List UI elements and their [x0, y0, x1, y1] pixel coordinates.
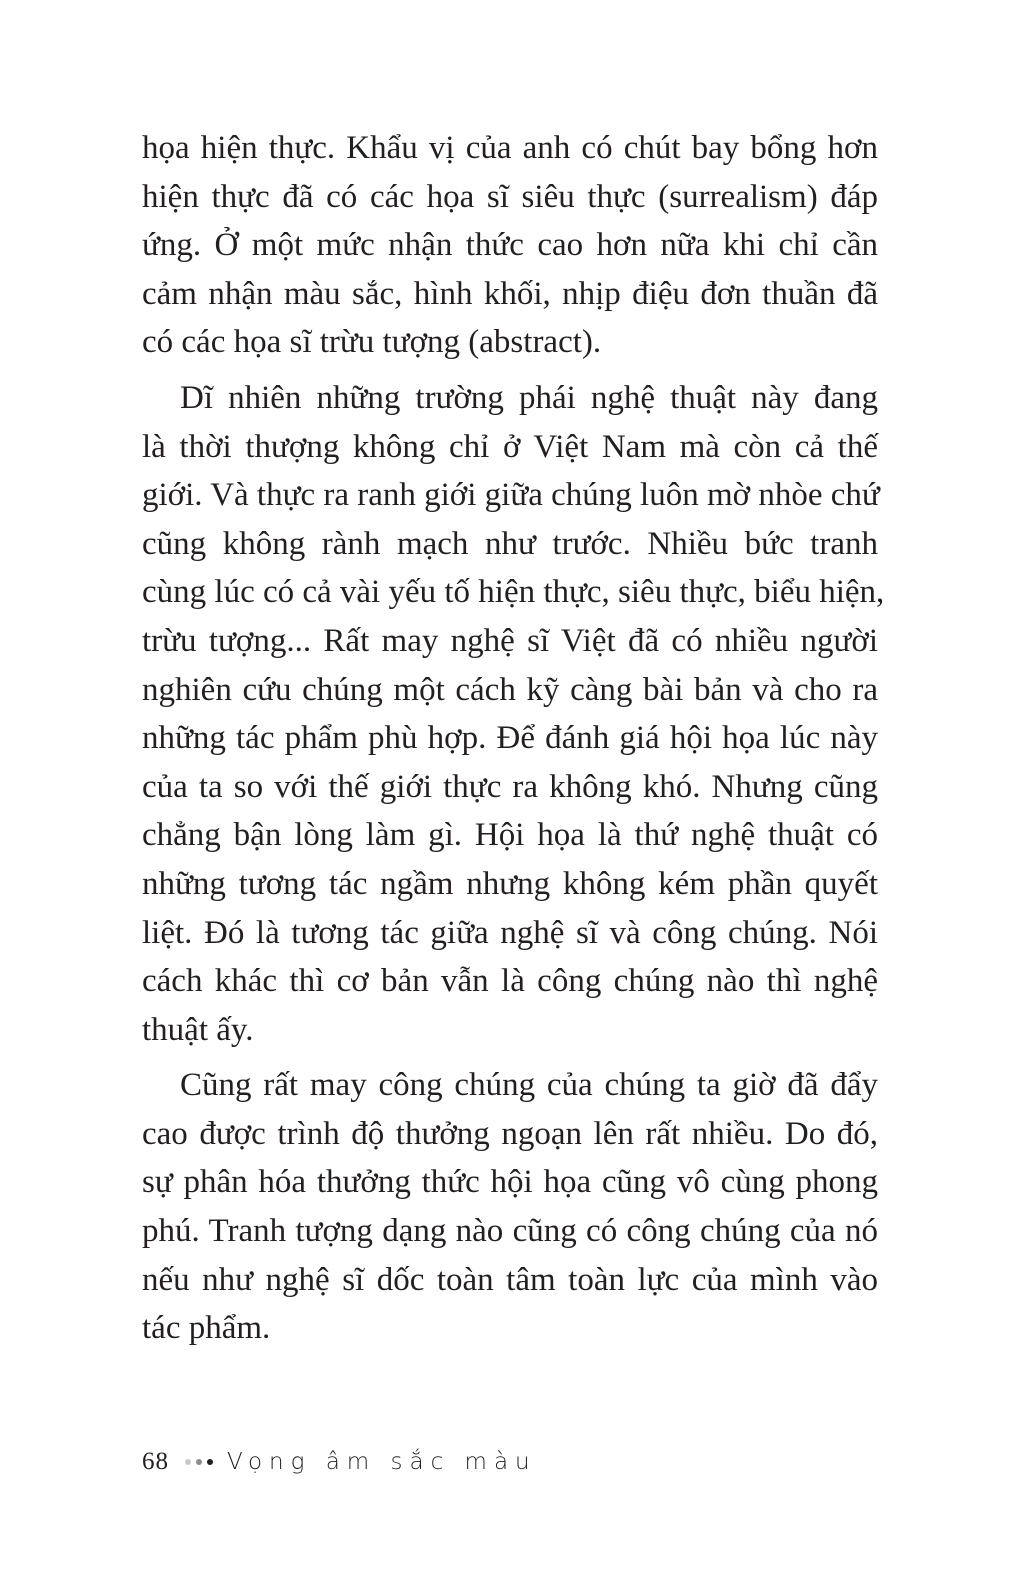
text-line: nghiên cứu chúng một cách kỹ càng bài bản và cho ra — [142, 671, 878, 708]
dot-icon — [196, 1459, 202, 1465]
text-line: Dĩ nhiên những trường phái nghệ thuật này đang — [180, 379, 878, 416]
text-line: nếu như nghệ sĩ dốc toàn tâm toàn lực của mình vào — [142, 1261, 878, 1298]
text-line: cùng lúc có cả vài yếu tố hiện thực, siêu thực, biểu hiện, — [142, 574, 885, 611]
body-text — [142, 124, 885, 1353]
text-line: thuật ấy. — [142, 1011, 254, 1048]
page-number: 68 — [142, 1448, 169, 1475]
paragraph-2 — [142, 374, 885, 1054]
text-line: cao được trình độ thưởng ngoạn lên rất nhiều. Do đó, — [142, 1115, 878, 1152]
paragraph-spacer — [142, 367, 878, 374]
paragraph-spacer — [142, 1054, 878, 1061]
text-line: sự phân hóa thưởng thức hội họa cũng vô cùng phong — [142, 1164, 878, 1201]
text-line: chẳng bận lòng làm gì. Hội họa là thứ nghệ thuật có — [142, 817, 878, 854]
dot-icon — [185, 1459, 191, 1465]
text-line: hiện thực đã có các họa sĩ siêu thực (surrealism) đáp — [142, 178, 878, 215]
text-line: có các họa sĩ trừu tượng (abstract). — [142, 324, 602, 361]
paragraph-3 — [142, 1061, 878, 1353]
text-line: tác phẩm. — [142, 1310, 271, 1347]
text-line: cũng không rành mạch như trước. Nhiều bức tranh — [142, 525, 878, 562]
text-line: Cũng rất may công chúng của chúng ta giờ đã đẩy — [180, 1067, 878, 1104]
text-line: của ta so với thế giới thực ra không khó. Nhưng cũng — [142, 768, 878, 805]
text-line: họa hiện thực. Khẩu vị của anh có chút bay bổng hơn — [142, 130, 878, 166]
text-line: giới. Và thực ra ranh giới giữa chúng luôn mờ nhòe chứ — [142, 477, 880, 514]
text-line: phú. Tranh tượng dạng nào cũng có công chúng của nó — [142, 1213, 878, 1250]
running-title: Vọng âm sắc màu — [227, 1449, 537, 1475]
text-line: những tác phẩm phù hợp. Để đánh giá hội họa lúc này — [142, 720, 878, 757]
dot-icon — [207, 1459, 213, 1465]
text-line: là thời thượng không chỉ ở Việt Nam mà còn cả thế — [142, 428, 878, 465]
paragraph-1 — [142, 124, 878, 367]
text-line: cách khác thì cơ bản vẫn là công chúng nào thì nghệ — [142, 963, 878, 1000]
page-footer — [142, 1444, 537, 1480]
text-line: những tương tác ngầm nhưng không kém phần quyết — [142, 865, 878, 902]
text-line: liệt. Đó là tương tác giữa nghệ sĩ và công chúng. Nói — [142, 914, 878, 951]
text-line: trừu tượng... Rất may nghệ sĩ Việt đã có nhiều người — [142, 622, 878, 659]
footer-dots-ornament — [185, 1459, 213, 1465]
text-line: ứng. Ở một mức nhận thức cao hơn nữa khi chỉ cần — [142, 227, 878, 264]
text-line: cảm nhận màu sắc, hình khối, nhịp điệu đơn thuần đã — [142, 275, 878, 312]
